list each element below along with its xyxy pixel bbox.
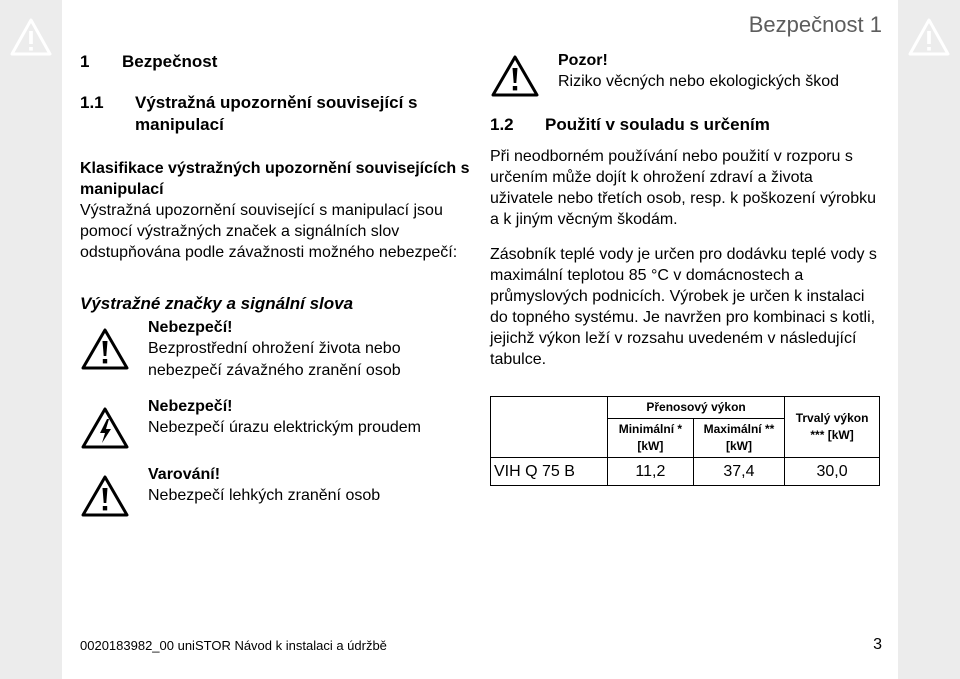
table-cell-model: VIH Q 75 B [491, 458, 608, 486]
table-group-header: Přenosový výkon [608, 397, 785, 419]
table-cell-max: 37,4 [693, 458, 784, 486]
section-title: Výstražná upozornění související s manipulací [135, 93, 418, 134]
section-header: Bezpečnost 1 [748, 12, 882, 37]
table-cell-cont: 30,0 [785, 458, 880, 486]
warning-danger-item [80, 317, 470, 382]
electric-triangle-icon [80, 396, 148, 450]
chapter-title: Bezpečnost [122, 52, 218, 71]
intended-use-paragraph: Při neodborném používání nebo použití v rozporu s určením může dojít k ohrožení zdraví a života uživatele nebo třetích osob, resp. k poškození výrobku a k jiným věcným škodám. [490, 148, 876, 228]
section-heading [80, 92, 470, 136]
page-number: 3 [873, 636, 882, 653]
table-cell-min: 11,2 [608, 458, 694, 486]
warning-description: Nebezpečí úrazu elektrickým proudem [148, 419, 422, 436]
performance-table [490, 396, 880, 486]
exclamation-triangle-icon [80, 464, 148, 518]
chapter-heading [80, 52, 470, 72]
section-number: 1.1 [80, 93, 104, 112]
exclamation-triangle-icon [490, 50, 558, 98]
table-col-min: Minimální * [kW] [608, 419, 694, 458]
table-empty-cell [491, 397, 608, 458]
right-column [490, 52, 880, 486]
intended-use-paragraph-2: Zásobník teplé vody je určen pro dodávku teplé vody s maximální teplotou 85 °C v domácnostech a průmyslových podnicích. Výrobek je určen k instalaci do topného systému. Je navržen pro kombinaci s kotli, jejichž výkon leží v rozsahu uvedeném v následující tabulce. [490, 246, 877, 368]
left-margin-bar [0, 0, 62, 679]
right-margin-bar [898, 0, 960, 679]
warning-signal-word: Nebezpečí! [148, 398, 233, 415]
footer-text: 0020183982_00 uniSTOR Návod k instalaci a údržbě [80, 638, 387, 653]
warning-signal-word: Varování! [148, 466, 221, 483]
caution-item [490, 50, 880, 98]
table-col-max: Maximální ** [kW] [693, 419, 784, 458]
warning-triangle-icon [908, 18, 950, 56]
warning-signal-word: Nebezpečí! [148, 319, 233, 336]
signs-title: Výstražné značky a signální slova [80, 294, 354, 313]
warning-description: Bezprostřední ohrožení života nebo nebezpečí závažného zranění osob [148, 340, 401, 379]
section-title: Použití v souladu s určením [545, 115, 770, 134]
caution-description: Riziko věcných nebo ekologických škod [558, 73, 840, 90]
section-heading [490, 114, 880, 136]
caution-signal-word: Pozor! [558, 52, 608, 69]
chapter-number: 1 [80, 52, 90, 71]
table-col-cont: Trvalý výkon *** [kW] [785, 397, 880, 458]
warning-electric-item [80, 396, 470, 450]
warning-caution-item [80, 464, 470, 518]
table-row [491, 458, 880, 486]
warning-triangle-icon [10, 18, 52, 56]
warning-description: Nebezpečí lehkých zranění osob [148, 487, 381, 504]
classification-text: Výstražná upozornění související s manipulací jsou pomocí výstražných značek a signálních slov odstupňována podle závažnosti možného nebezpečí: [80, 202, 458, 261]
section-number: 1.2 [490, 115, 514, 134]
exclamation-triangle-icon [80, 317, 148, 382]
left-column [80, 52, 470, 518]
classification-title: Klasifikace výstražných upozornění souvisejících s manipulací [80, 160, 470, 198]
